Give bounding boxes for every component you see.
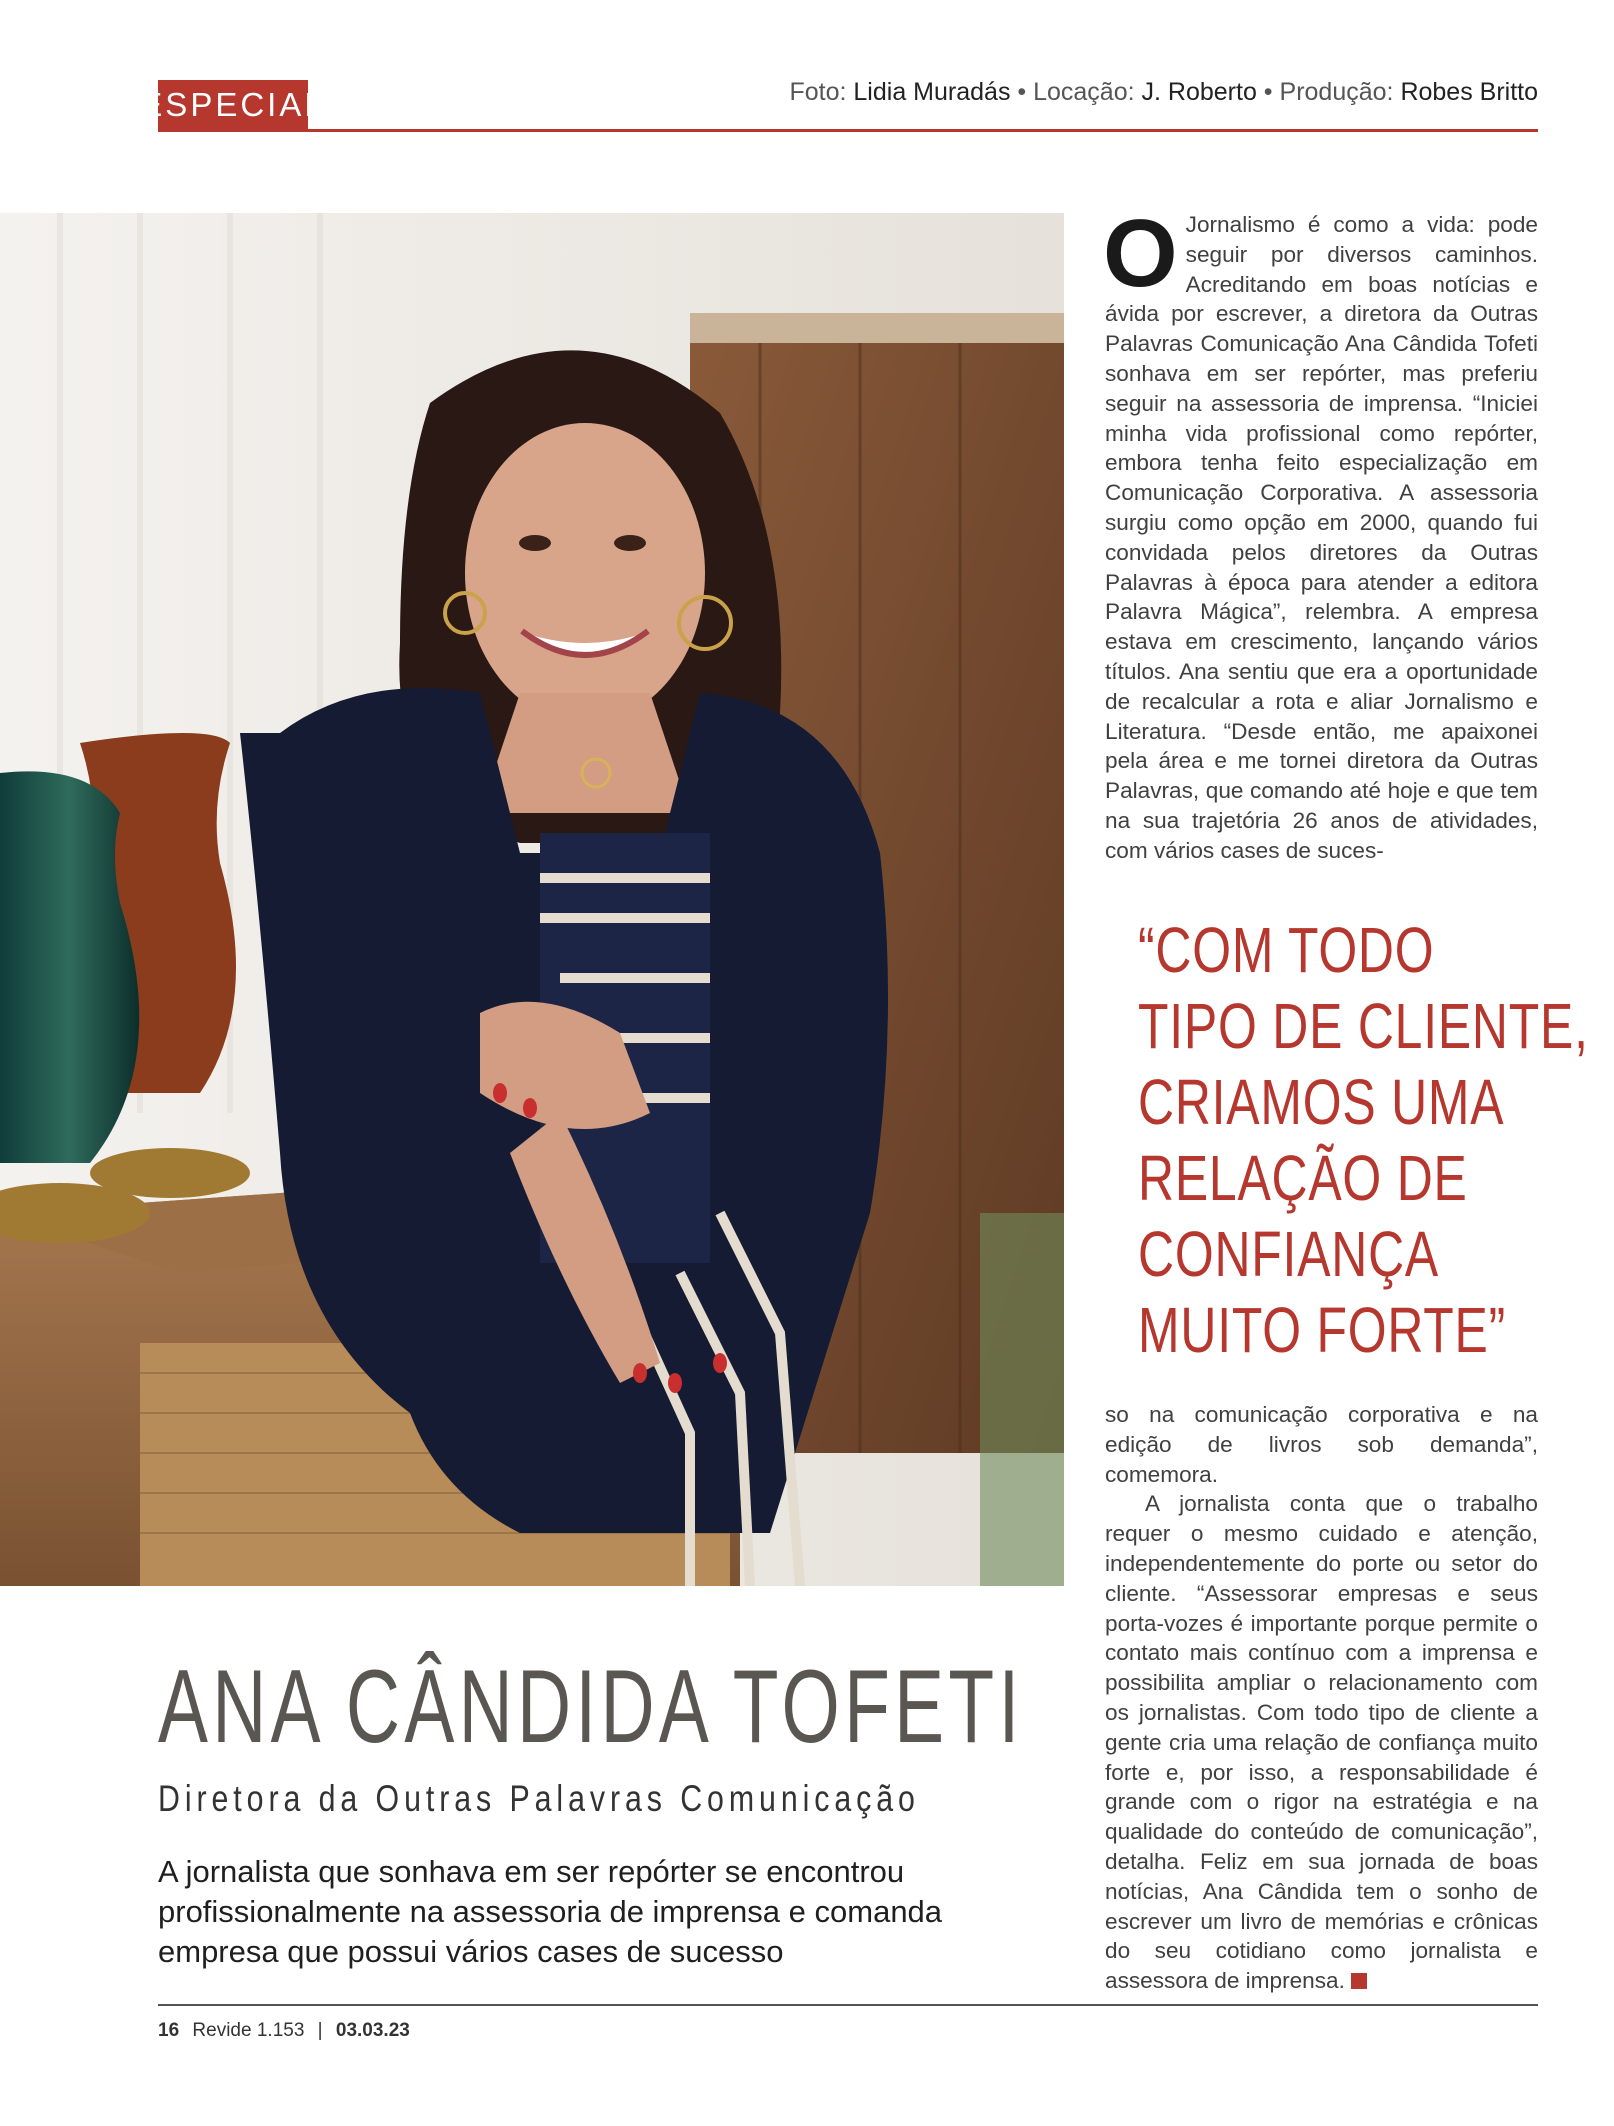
article-body-bottom — [1105, 1400, 1538, 1996]
lead-line: profissionalmente na assessoria de imprensa e comanda — [158, 1894, 943, 1929]
pull-quote-line: MUITO FORTE” — [1138, 1294, 1507, 1366]
photo-name: Lidia Muradás — [853, 78, 1011, 106]
pull-quote-line: CONFIANÇA — [1138, 1218, 1440, 1290]
pull-quote — [1138, 912, 1589, 1368]
article-text-top: Jornalismo é como a vida: pode seguir por diversos caminhos. Acreditando em boas notícias e ávida por escrever, a diretora da Outras Palavras Comunicação Ana Cândida Tofeti sonhava em ser repórter, mas preferiu seguir na assessoria de imprensa. “Iniciei minha vida profissional como repórter, embora tenha feito especialização em Comunicação Corporativa. A assessoria surgiu como opção em 2000, quando fui convidada pelos diretores da Outras Palavras à época para atender a editora Palavra Mágica”, relembra. A empresa estava em crescimento, lançando vários títulos. Ana sentiu que era a oportunidade de recalcular a rota e aliar Jornalismo e Literatura. “Desde então, me apaixonei pela área e me tornei diretora da Outras Palavras, que comando até hoje e que tem na sua trajetória 26 anos de atividades, com vários cases de suces- — [1105, 212, 1538, 863]
location-label: Locação: — [1033, 78, 1135, 106]
pull-quote-line: TIPO DE CLIENTE, — [1138, 990, 1589, 1062]
profile-role: Diretora da Outras Palavras Comunicação — [158, 1778, 920, 1819]
footer-separator: | — [317, 2020, 323, 2041]
production-label: Produção: — [1279, 78, 1394, 106]
pull-quote-line: RELAÇÃO DE — [1138, 1142, 1468, 1214]
end-mark-icon — [1351, 1973, 1367, 1989]
page-footer — [158, 2020, 410, 2042]
article-paragraph-text: A jornalista conta que o trabalho requer o mesmo cuidado e atenção, independentemente do porte ou setor do cliente. “Assessorar empresas e seus porta-vozes é importante porque permite o contato mais contínuo com a imprensa e possibilita ampliar o relacionamento com os jornalistas. Com todo tipo de cliente a gente cria uma relação de confiança muito forte e, por isso, a responsabilidade é grande com o rigor na estratégia e na qualidade do conteúdo de comunicação”, detalha. Feliz em sua jornada de boas notícias, Ana Cândida tem o sonho de escrever um livro de memórias e crônicas do seu cotidiano como jornalista e assessora de imprensa. — [1105, 1491, 1538, 1994]
lead-text — [158, 1852, 958, 1972]
drop-cap: O — [1103, 200, 1178, 307]
location-name: J. Roberto — [1141, 78, 1257, 106]
pull-quote-line: CRIAMOS UMA — [1138, 1066, 1505, 1138]
profile-name: ANA CÂNDIDA TOFETI — [158, 1649, 1024, 1765]
photo-label: Foto: — [789, 78, 847, 106]
lead-line: empresa que possui vários cases de sucesso — [158, 1934, 784, 1969]
article-body-top — [1103, 200, 1538, 866]
page-number: 16 — [158, 2020, 180, 2041]
header-rule — [158, 129, 1538, 132]
section-tag: ESPECIAL — [158, 80, 308, 130]
article-paragraph — [1105, 1489, 1538, 1996]
article-paragraph: so na comunicação corporativa e na edição de livros sob demanda”, comemora. — [1105, 1402, 1538, 1487]
footer-rule — [158, 2004, 1538, 2006]
issue-date: 03.03.23 — [335, 2020, 410, 2041]
production-name: Robes Britto — [1400, 78, 1538, 106]
magazine-issue: Revide 1.153 — [192, 2020, 305, 2041]
portrait-photo — [0, 213, 1064, 1586]
photo-credits: Foto: Lidia Muradás • Locação: J. Roberto • Produção: Robes Britto — [789, 78, 1538, 106]
pull-quote-line: “COM TODO — [1138, 914, 1435, 986]
lead-line: A jornalista que sonhava em ser repórter se encontrou — [158, 1854, 905, 1889]
